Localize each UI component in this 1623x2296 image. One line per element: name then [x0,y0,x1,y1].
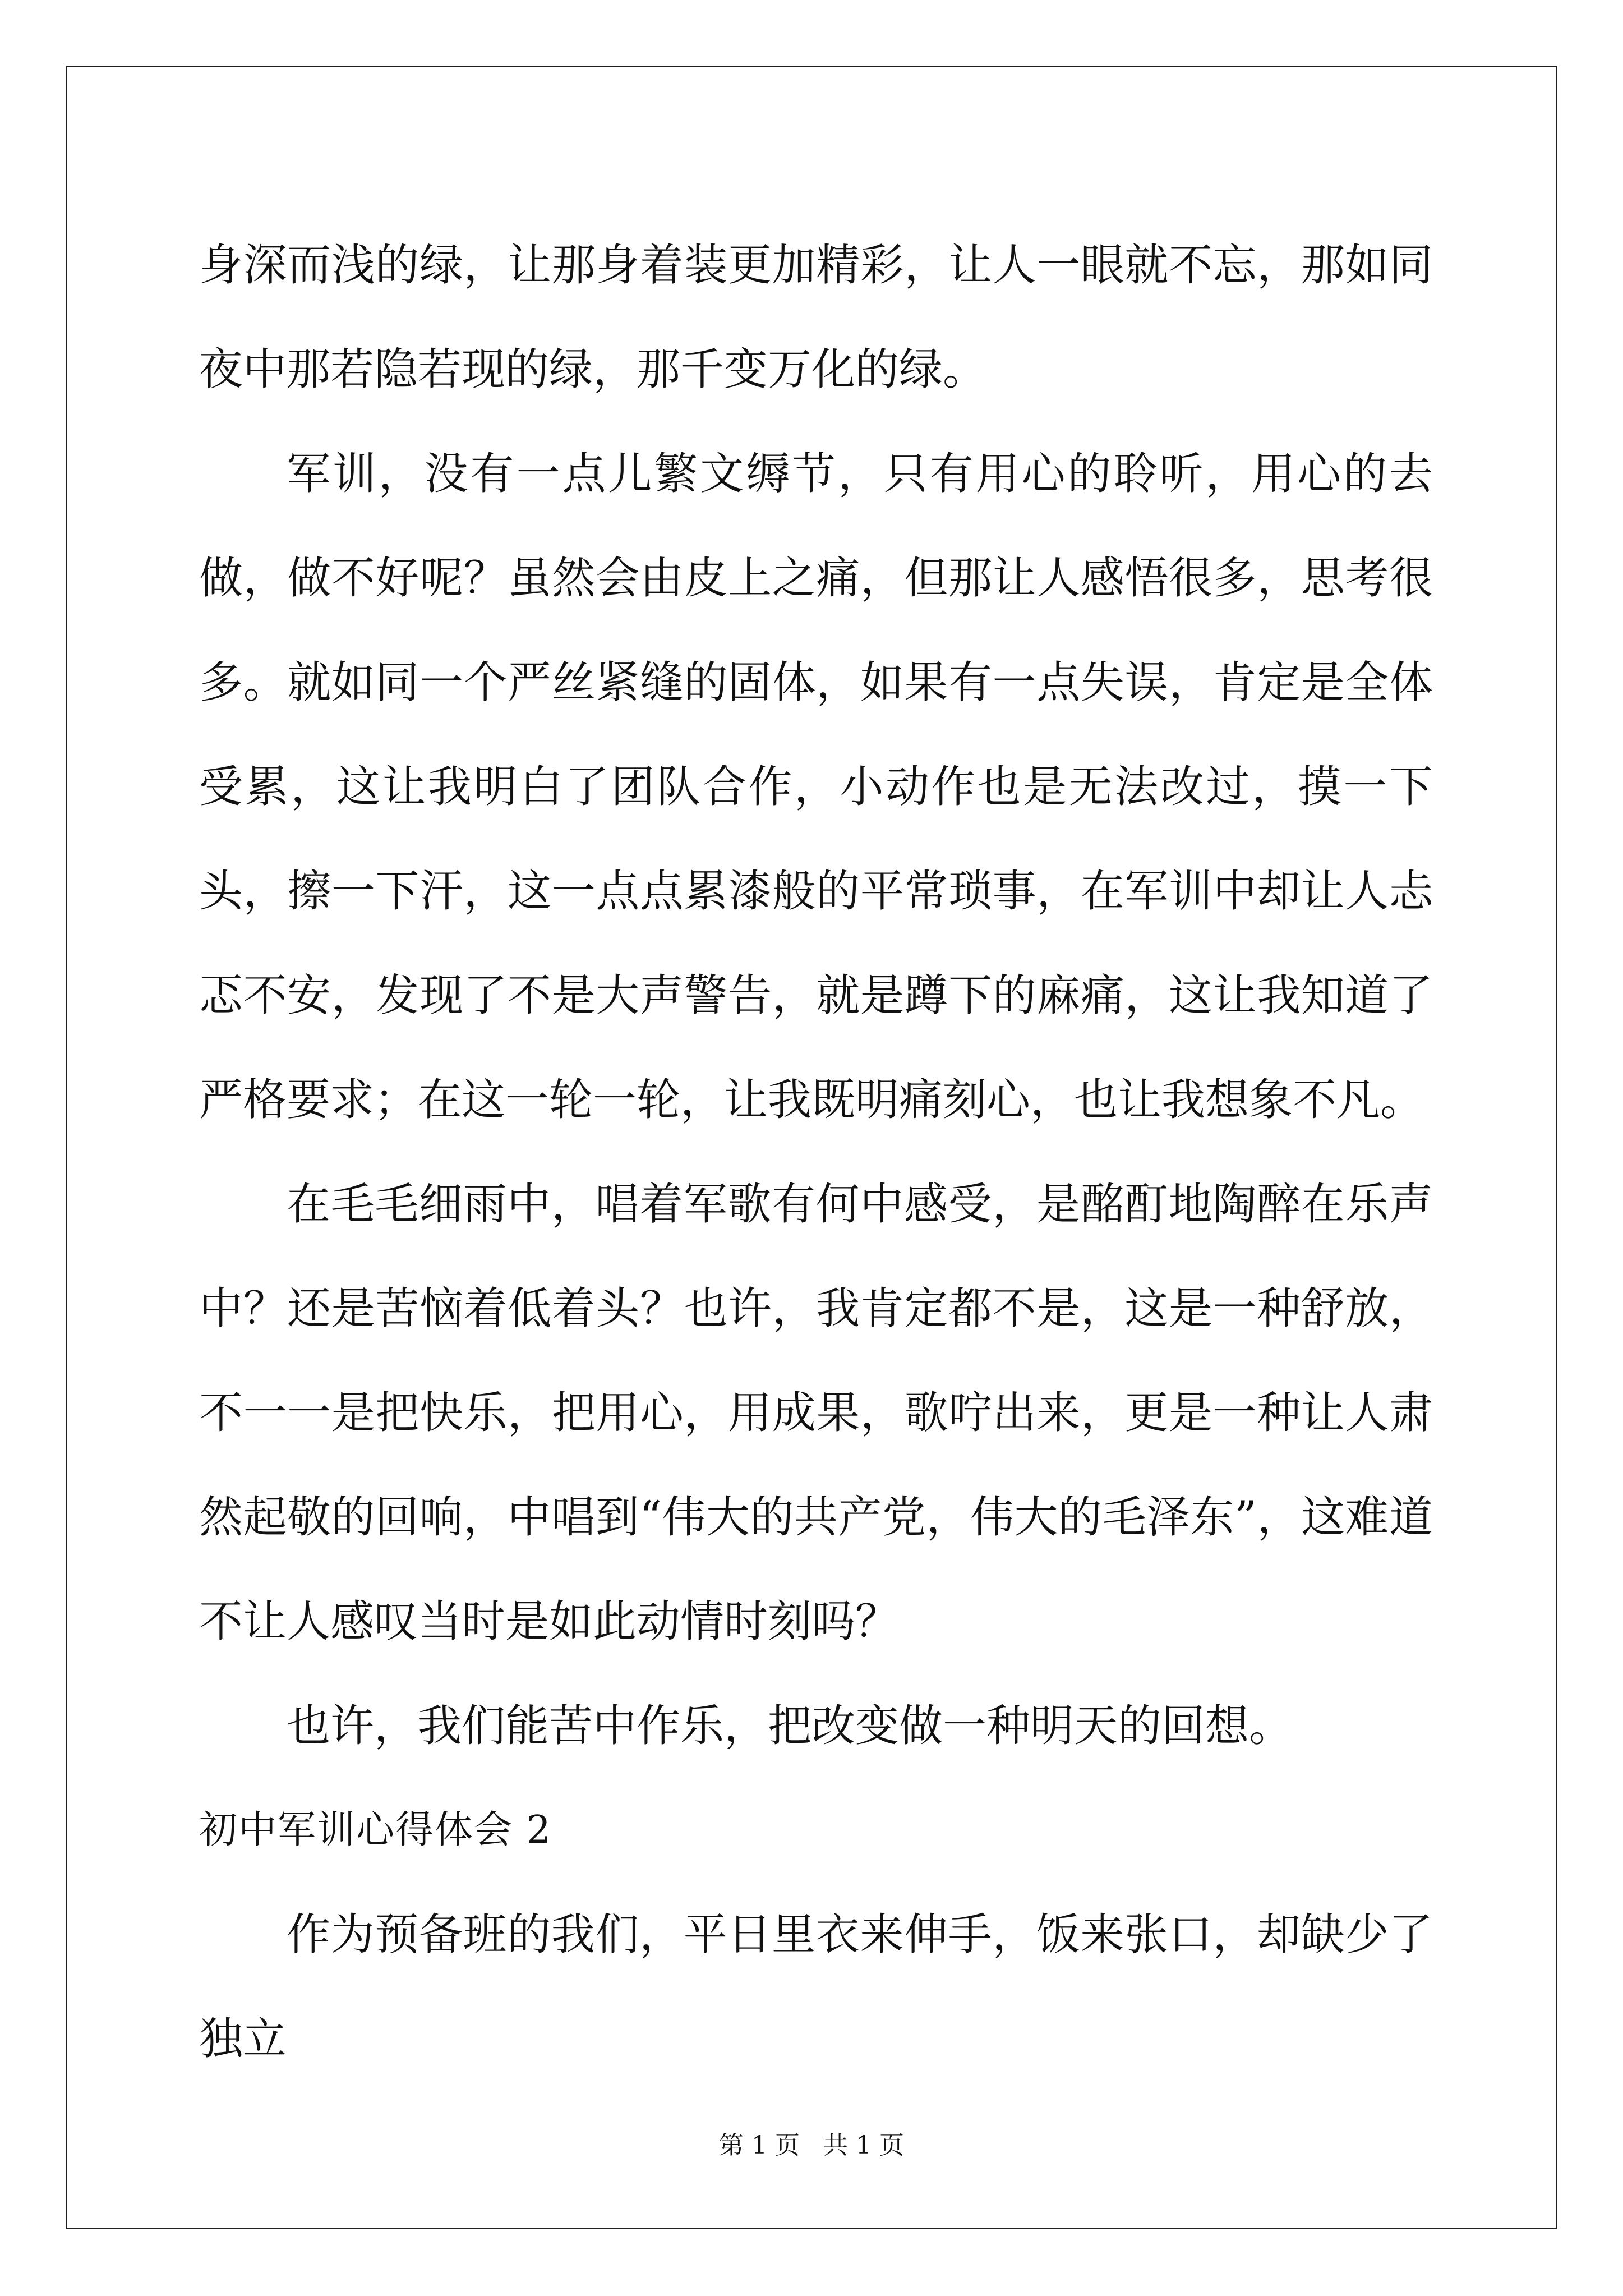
page-footer: 第 1 页 共 1 页 [719,2131,904,2160]
section-heading: 初中军训心得体会 2 [199,1808,552,1852]
paragraph-4: 也许，我们能苦中作乐，把改变做一种明天的回想。 [287,1701,1293,1751]
paragraph-3: 在毛毛细雨中，唱着军歌有何中感受，是酩酊地陶醉在乐声中？还是苦恼着低着头？也许，我肯定都不是，这是一种舒放，不一一是把快乐，把用心，用成果，歌咛出来，更是一种让人肃然起敬的回响，中唱到“伟大的共产党，伟大的毛泽东”，这难道不让人感叹当时是如此动情时刻吗？ [199,1179,1433,1647]
paragraph-5: 作为预备班的我们，平日里衣来伸手，饭来张口，却缺少了独立 [199,1910,1433,2064]
document-body [199,213,1433,2091]
paragraph-2: 军训，没有一点儿繁文缛节，只有用心的聆听，用心的去做，做不好呢？虽然会由皮上之痛，但那让人感悟很多，思考很多。就如同一个严丝紧缝的固体，如果有一点失误，肯定是全体受累，这让我明白了团队合作，小动作也是无法改过，摸一下头，擦一下汗，这一点点累漆般的平常琐事，在军训中却让人忐忑不安，发现了不是大声警告，就是蹲下的麻痛，这让我知道了严格要求；在这一轮一轮，让我既明痛刻心，也让我想象不凡。 [199,449,1433,1125]
paragraph-1: 身深而浅的绿，让那身着装更加精彩，让人一眼就不忘，那如同夜中那若隐若现的绿，那千变万化的绿。 [199,240,1433,395]
